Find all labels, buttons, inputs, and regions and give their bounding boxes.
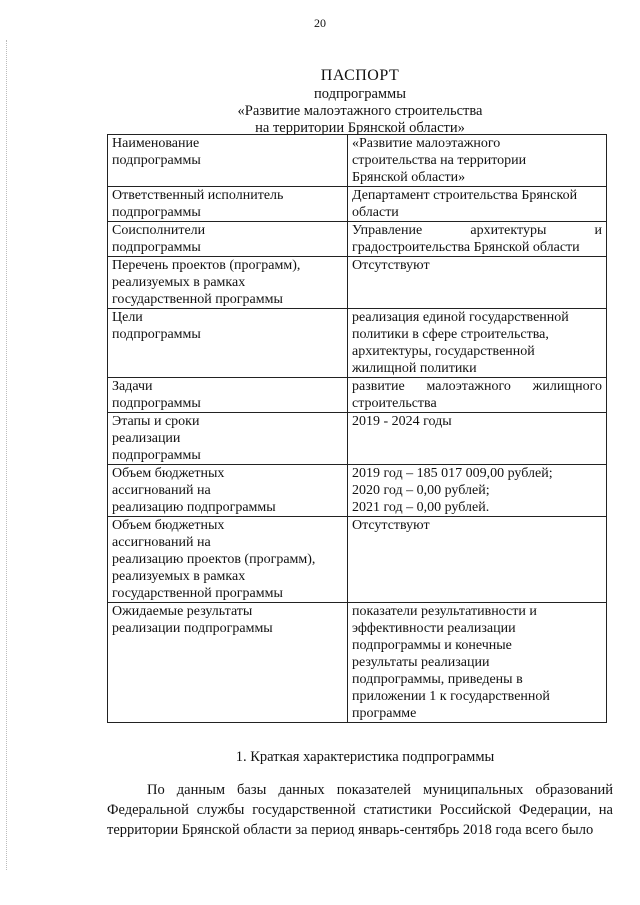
- label-line: подпрограммы: [112, 205, 201, 220]
- passport-row: [108, 603, 607, 723]
- passport-row-label: [108, 187, 348, 222]
- passport-title: ПАСПОРТ: [320, 67, 400, 84]
- passport-row-value: [348, 309, 607, 378]
- subprogram-name-line-2: на территории Брянской области»: [255, 120, 465, 136]
- value-line: Отсутствуют: [352, 258, 430, 273]
- label-line: Объем бюджетных: [112, 518, 225, 533]
- passport-row: [108, 413, 607, 465]
- passport-title-block: [100, 66, 620, 137]
- passport-row: [108, 257, 607, 309]
- label-line: реализуемых в рамках: [112, 275, 246, 290]
- label-line: Задачи: [112, 379, 153, 394]
- value-line: результаты реализации: [352, 655, 490, 670]
- passport-row-label: [108, 465, 348, 517]
- value-line: градостроительства Брянской области: [352, 240, 580, 255]
- passport-row-value: [348, 257, 607, 309]
- passport-row-value: [348, 222, 607, 257]
- value-line: эффективности реализации: [352, 621, 516, 636]
- label-line: подпрограммы: [112, 153, 201, 168]
- passport-row-label: [108, 309, 348, 378]
- passport-row-label: [108, 135, 348, 187]
- label-line: Соисполнители: [112, 223, 206, 238]
- value-line: подпрограммы, приведены в: [352, 672, 523, 687]
- value-line: 2021 год – 0,00 рублей.: [352, 500, 490, 515]
- passport-row: [108, 378, 607, 413]
- label-line: реализуемых в рамках: [112, 569, 246, 584]
- passport-row: [108, 309, 607, 378]
- value-line: «Развитие малоэтажного: [352, 136, 501, 151]
- value-line: 2019 год – 185 017 009,00 рублей;: [352, 466, 553, 481]
- passport-row: [108, 135, 607, 187]
- label-line: подпрограммы: [112, 240, 201, 255]
- label-line: Ожидаемые результаты: [112, 604, 253, 619]
- value-line: реализация единой государственной: [352, 310, 569, 325]
- value-line: показатели результативности и: [352, 604, 537, 619]
- passport-row-value: [348, 465, 607, 517]
- value-line: развитие малоэтажного жилищного: [352, 379, 602, 394]
- passport-row-label: [108, 517, 348, 603]
- value-line: Управление архитектуры и: [352, 223, 602, 238]
- section-heading: 1. Краткая характеристика подпрограммы: [235, 749, 495, 765]
- label-line: государственной программы: [112, 586, 283, 601]
- value-line: области: [352, 205, 399, 220]
- label-line: Этапы и сроки: [112, 414, 200, 429]
- passport-row-label: [108, 413, 348, 465]
- body-paragraph: По данным базы данных показателей муниципальных образований Федеральной службы государственной статистики Российской Федерации, на территории Брянской области за период январь-сентябрь 2018 года всего было: [107, 782, 613, 838]
- value-line: Отсутствуют: [352, 518, 430, 533]
- passport-row-value: [348, 378, 607, 413]
- passport-row-label: [108, 603, 348, 723]
- passport-row: [108, 222, 607, 257]
- value-line: жилищной политики: [352, 361, 477, 376]
- value-line: приложении 1 к государственной: [352, 689, 550, 704]
- label-line: государственной программы: [112, 292, 283, 307]
- value-line: архитектуры, государственной: [352, 344, 535, 359]
- label-line: Ответственный исполнитель: [112, 188, 284, 203]
- label-line: реализацию проектов (программ),: [112, 552, 316, 567]
- passport-row: [108, 187, 607, 222]
- label-line: подпрограммы: [112, 327, 201, 342]
- label-line: Цели: [112, 310, 143, 325]
- passport-table-body: [108, 135, 607, 723]
- passport-row-label: [108, 222, 348, 257]
- label-line: Объем бюджетных: [112, 466, 225, 481]
- passport-row-value: [348, 517, 607, 603]
- label-line: подпрограммы: [112, 396, 201, 411]
- passport-table: [107, 134, 607, 723]
- binding-margin-dots: [6, 40, 9, 870]
- subprogram-name-line-1: «Развитие малоэтажного строительства: [237, 103, 483, 119]
- label-line: реализации подпрограммы: [112, 621, 273, 636]
- value-line: подпрограммы и конечные: [352, 638, 512, 653]
- value-line: 2020 год – 0,00 рублей;: [352, 483, 490, 498]
- passport-row-value: [348, 135, 607, 187]
- passport-subtitle: подпрограммы: [314, 86, 406, 102]
- value-line: 2019 - 2024 годы: [352, 414, 452, 429]
- passport-row: [108, 517, 607, 603]
- value-line: программе: [352, 706, 417, 721]
- value-line: политики в сфере строительства,: [352, 327, 549, 342]
- passport-row-value: [348, 187, 607, 222]
- value-line: строительства на территории: [352, 153, 527, 168]
- label-line: Перечень проектов (программ),: [112, 258, 301, 273]
- passport-row-label: [108, 257, 348, 309]
- value-line: Брянской области»: [352, 170, 466, 185]
- label-line: реализацию подпрограммы: [112, 500, 276, 515]
- label-line: ассигнований на: [112, 535, 211, 550]
- label-line: ассигнований на: [112, 483, 211, 498]
- passport-row-value: [348, 413, 607, 465]
- label-line: подпрограммы: [112, 448, 201, 463]
- passport-row-label: [108, 378, 348, 413]
- page-number: 20: [314, 16, 326, 30]
- passport-row: [108, 465, 607, 517]
- label-line: Наименование: [112, 136, 200, 151]
- value-line: строительства: [352, 396, 437, 411]
- passport-row-value: [348, 603, 607, 723]
- label-line: реализации: [112, 431, 181, 446]
- value-line: Департамент строительства Брянской: [352, 188, 578, 203]
